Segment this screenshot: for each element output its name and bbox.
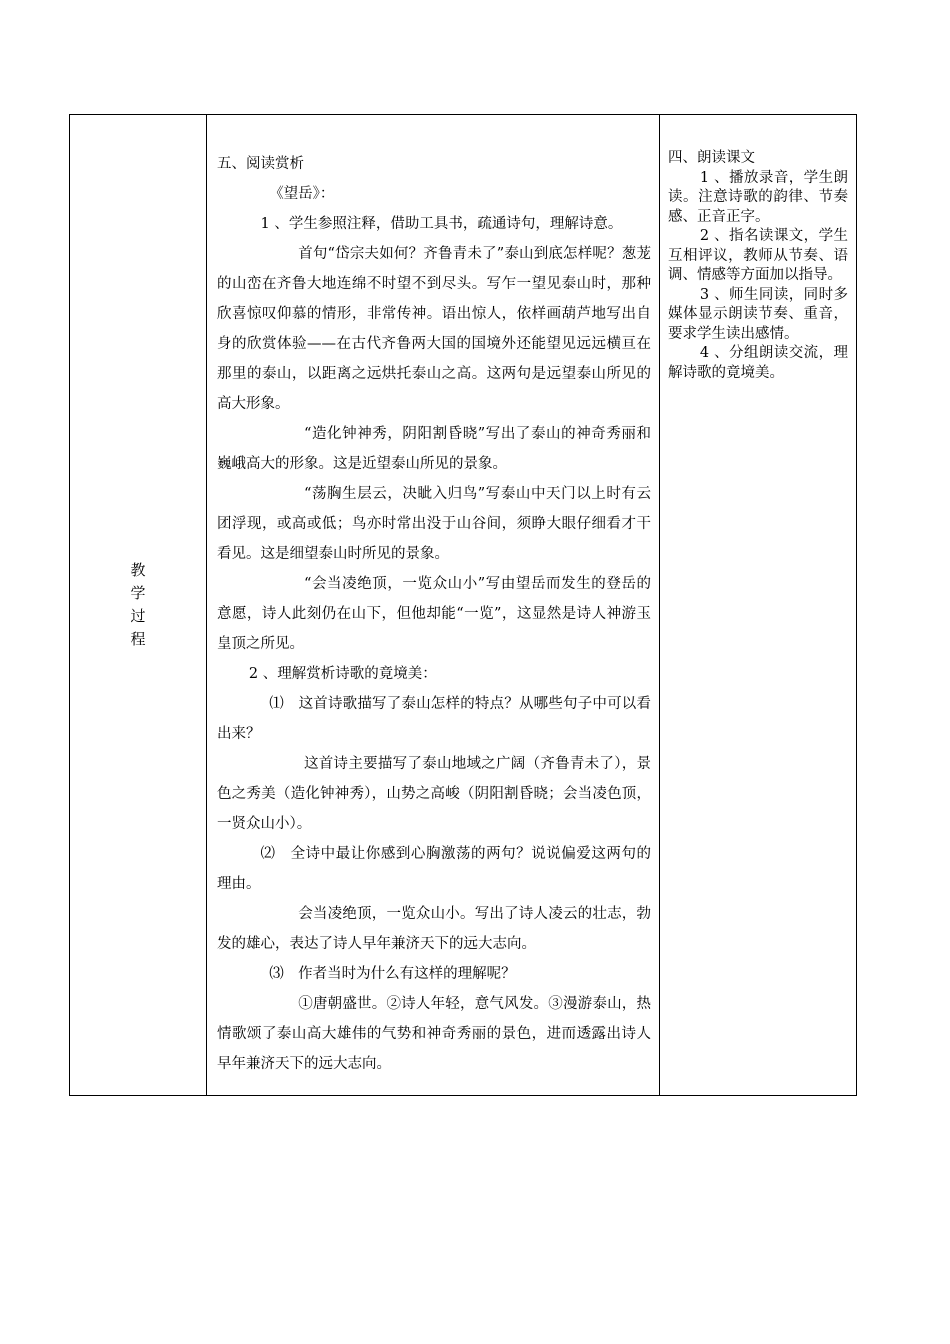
teaching-content bbox=[207, 115, 659, 1079]
activity-item: 2 、指名读课文，学生互相评议，教师从节奏、语调、情感等方面加以指导。 bbox=[668, 228, 848, 283]
question-1: ⑴ 这首诗歌描写了泰山怎样的特点？从哪些句子中可以看出来？ bbox=[217, 696, 651, 742]
step-2: 2 、理解赏析诗歌的竟境美： bbox=[248, 666, 437, 682]
section-label: 教学过程 bbox=[130, 561, 146, 648]
poem-title: 《望岳》： bbox=[269, 186, 335, 202]
question-2: ⑵ 全诗中最让你感到心胸激荡的两句？说说偏爱这两句的理由。 bbox=[217, 846, 651, 892]
analysis-paragraph: 首句“岱宗夫如何？齐鲁青未了”泰山到底怎样呢？葱茏的山峦在齐鲁大地连绵不时望不到尽头。写乍一望见泰山时，那种欣喜惊叹仰慕的情形，非常传神。语出惊人，依样画葫芦地写出自身的欣赏体验——在古代齐鲁两大国的国境外还能望见远远横亘在那里的泰山，以距离之远烘托泰山之高。这两句是远望泰山所见的高大形象。 bbox=[217, 246, 651, 412]
question-3: ⑶ 作者当时为什么有这样的理解呢？ bbox=[269, 966, 516, 982]
activity-heading: 四、朗读课文 bbox=[668, 150, 755, 166]
activity-item: 1 、播放录音，学生朗读。注意诗歌的韵律、节奏感、正音正字。 bbox=[668, 169, 848, 225]
step-1: 1 、学生参照注释，借助工具书，疏通诗句，理解诗意。 bbox=[260, 216, 623, 232]
lesson-plan-table bbox=[69, 114, 857, 1096]
section-label-cell bbox=[70, 115, 207, 1096]
activity-item: 4 、分组朗读交流，理解诗歌的竟境美。 bbox=[668, 345, 848, 381]
analysis-paragraph: “荡胸生层云，决眦入归鸟”写泰山中天门以上时有云团浮现，或高或低；鸟亦时常出没于山谷间，须睁大眼仔细看才干看见。这是细望泰山时所见的景象。 bbox=[217, 486, 651, 562]
student-activity bbox=[660, 115, 856, 383]
answer-3: ①唐朝盛世。②诗人年轻，意气风发。③漫游泰山，热情歌颂了泰山高大雄伟的气势和神奇秀丽的景色，进而透露出诗人早年兼济天下的远大志向。 bbox=[217, 996, 651, 1072]
section-heading: 五、阅读赏析 bbox=[217, 156, 304, 172]
answer-2: 会当凌绝顶，一览众山小。写出了诗人凌云的壮志，勃发的雄心，表达了诗人早年兼济天下的远大志向。 bbox=[217, 906, 651, 952]
student-activity-cell bbox=[660, 115, 857, 1096]
activity-item: 3 、师生同读，同时多媒体显示朗读节奏、重音，要求学生读出感情。 bbox=[668, 286, 848, 342]
teaching-content-cell bbox=[207, 115, 660, 1096]
answer-1: 这首诗主要描写了泰山地域之广阔（齐鲁青未了），景色之秀美（造化钟神秀），山势之高峻（阴阳割昏晓；会当凌色顶，一贤众山小）。 bbox=[217, 756, 651, 832]
analysis-paragraph: “会当凌绝顶，一览众山小”写由望岳而发生的登岳的意愿，诗人此刻仍在山下，但他却能“一览”，这显然是诗人神游玉皇顶之所见。 bbox=[217, 576, 651, 652]
table-row bbox=[70, 115, 857, 1096]
analysis-paragraph: “造化钟神秀，阴阳割昏晓”写出了泰山的神奇秀丽和巍峨高大的形象。这是近望泰山所见的景象。 bbox=[217, 426, 651, 472]
